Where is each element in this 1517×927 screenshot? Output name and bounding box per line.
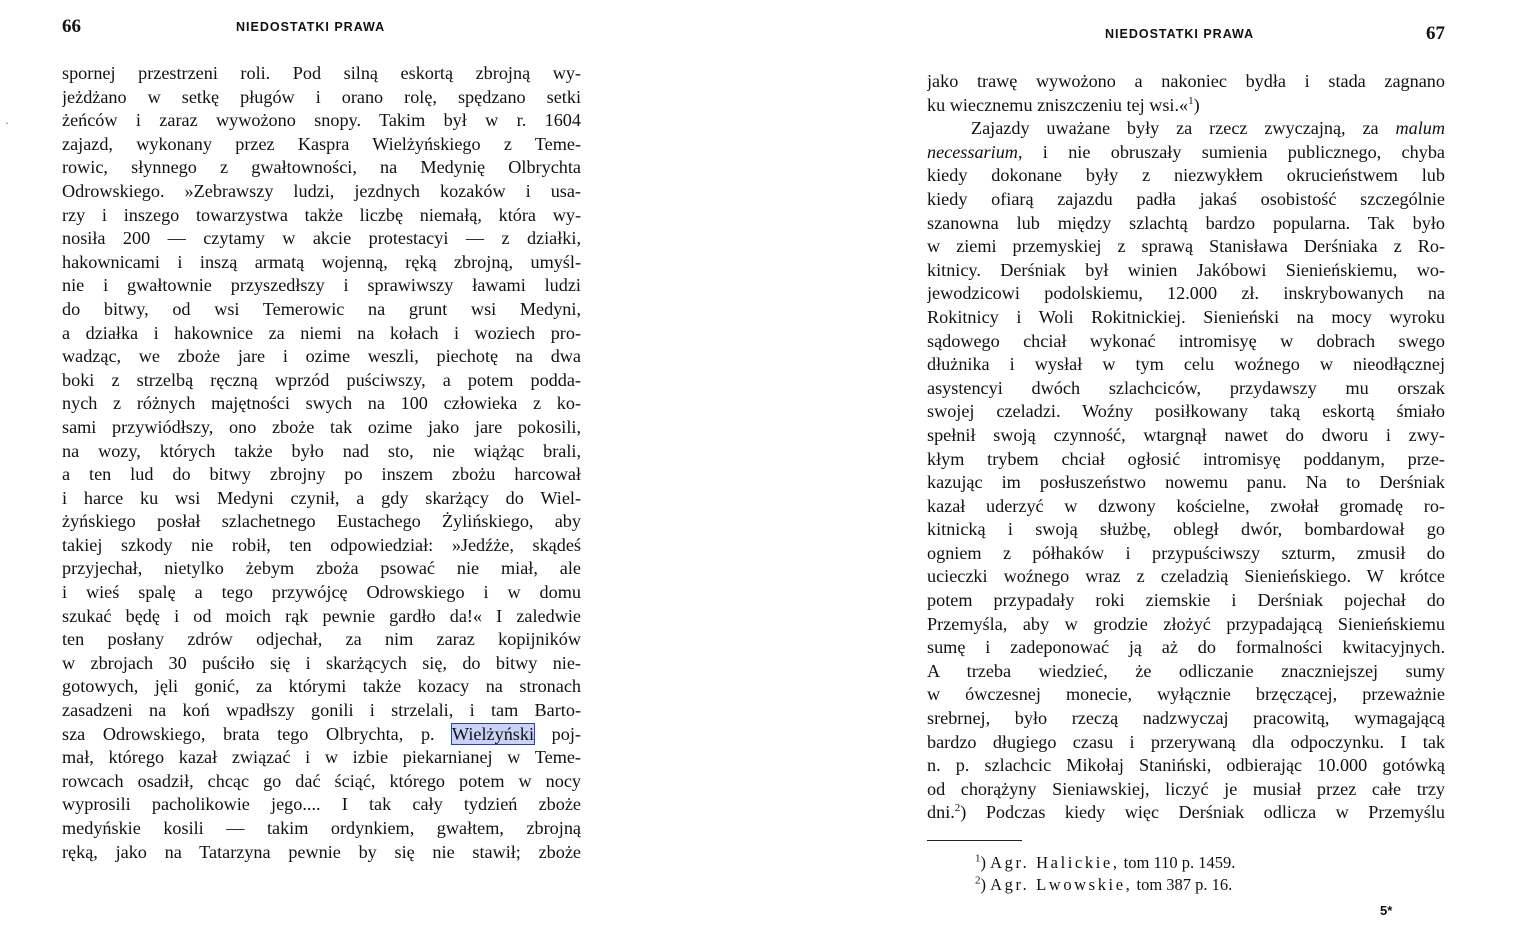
body-text-left [62,62,581,864]
text-line: a działka i hakownice za niemi na kołach i woziech pro- [62,322,581,343]
text-line: kłym trybem chciał ogłosić intromisyę poddanym, prze- [927,448,1445,469]
text-fragment: Zajazdy uważane były za rzecz zwyczajną, za [971,118,1396,139]
left-page [0,0,740,927]
footnote-source: Agr. Halickie, [990,853,1120,872]
text-line: Odrowskiego. »Zebrawszy ludzi, jezdnych kozaków i usa- [62,180,581,201]
right-page [760,0,1517,927]
footnote-paren: ) [980,875,986,894]
text-line: kazał uderzyć w dzwony kościelne, zwołał gromadę ro- [927,495,1445,516]
text-line: n. p. szlachcic Mikołaj Staniński, odbierając 10.000 gotówką [927,755,1445,776]
text-line: w zbrojach 30 puściło się i skarżących się, do bitwy nie- [62,652,581,673]
stray-mark: · [5,116,9,130]
footnote-text: tom 387 p. 16. [1132,875,1233,894]
text-line: Przemyśla, aby w grodzie złożyć przypadającą Sienieńskiemu [927,613,1445,634]
text-line: spornej przestrzeni roli. Pod silną eskortą zbrojną wy- [62,63,581,83]
text-line: wyprosili pacholikowie jego.... I tak cały tydzień zboże [62,794,581,815]
text-line: dłużnika i wysłał w tym celu woźnego w nieodłącznej [927,354,1445,375]
text-line: kazując im posłuszeństwo nowemu panu. Na to Derśniak [927,472,1445,493]
text-line: srebrnej, było rzeczą nadzwyczaj pracowitą, wymagającą [927,708,1445,729]
text-line: jako trawę wywożono a nakoniec bydła i stada zagnano [927,71,1445,91]
text-line: przyjechał, nietylko żebym zboża psować nie miał, ale [62,558,581,579]
footnote-text: tom 110 p. 1459. [1119,853,1236,872]
text-line: swojej czeladzi. Woźny posiłkowany taką eskortą śmiało [927,401,1445,422]
text-line: Rokitnicy i Woli Rokitnickiej. Sienieński na mocy wyroku [927,306,1445,327]
selected-word[interactable]: Wielżyński [451,723,535,744]
text-line: jeżdżano w setkę pługów i orano rolę, spędzano setki [62,86,581,107]
text-line: bardzo długiego czasu i przerywaną dla odpoczynku. I tak [927,731,1445,752]
text-line: nie i gwałtownie przyszedłszy i sprawiwszy ławami ludzi [62,275,581,296]
page-number-right: 67 [1426,23,1445,44]
text-line: mał, którego kazał związać i w izbie piekarnianej w Teme- [62,747,581,768]
text-line: sami przywiódłszy, ono zboże tak ozime jako jare pokosili, [62,416,581,437]
text-line: ogniem z półhaków i przypuściwszy szturm, zmusił do [927,542,1445,563]
text-line: nosiła 200 — czytamy w akcie protestacyi — z działki, [62,228,581,249]
text-fragment: ku wiecznemu zniszczeniu tej wsi.« [927,94,1189,115]
text-line: szanowna lub między szlachtą bardzo popularna. Tak było [927,212,1445,233]
text-line: od chorążyny Sieniawskiej, liczyć je musiał przez całe trzy [927,778,1445,799]
text-line: jewodzicowi podolskiemu, 12.000 zł. inskrybowanych na [927,283,1445,304]
text-line: rowcach osadził, chcąc go dać ściąć, którego potem w nocy [62,770,581,791]
footnote-1 [975,852,1355,874]
text-line: sumę i zadeponować ją aż do formalności kwitacyjnych. [927,637,1445,658]
text-line-highlighted [62,723,581,747]
text-line: i harce ku wsi Medyni czynił, a gdy skarżący do Wiel- [62,487,581,508]
text-line: potem przypadały roki ziemskie i Derśniak pojechał do [927,590,1445,611]
footnotes [975,852,1355,896]
text-line: wadząc, we zboże jare i ozime weszli, piechotę na dwa [62,346,581,367]
text-line: nych z różnych majętności swych na 100 człowieka z ko- [62,393,581,414]
footnote-divider [927,840,1022,841]
text-line: a ten lud do bitwy zbrojny po inszem zbożu harcował [62,464,581,485]
text-line: ucieczki woźnego wraz z czeladzią Sienieńskiego. W krótce [927,566,1445,587]
text-line: kiedy ofiarą zajazdu padła jakaś osobistość szczególnie [927,188,1445,209]
text-line: asystencyi dwóch szlachciców, przydawszy mu orszak [927,377,1445,398]
text-line [927,141,1445,165]
text-line: spełnił swoją czynność, wtargnął nawet do dworu i zwy- [927,424,1445,445]
text-line: zasadzeni na koń wpadłszy gonili i strzelali, i tam Barto- [62,700,581,721]
footnote-ref[interactable]: 2 [954,802,961,815]
text-line: rowic, słynnego z gwałtowności, na Medynię Olbrychta [62,157,581,178]
text-line: A trzeba wiedzieć, że odliczanie znaczniejszej sumy [927,660,1445,681]
text-line: medyńskie kosili — takim ordynkiem, gwałtem, zbrojną [62,818,581,838]
text-line: hakownicami i inszą armatą wojenną, ręką zbrojną, umyśl- [62,251,581,272]
footnote-mark: 2 [975,874,981,887]
body-text-right [927,70,1445,825]
text-fragment: dni. [927,802,955,823]
text-fragment: sza Odrowskiego, brata tego Olbrychta, p. [62,723,452,744]
footnote-2 [975,874,1355,896]
italic-term: necessarium, [927,141,1023,162]
text-fragment: ) [1193,94,1200,115]
text-fragment: ) Podczas kiedy więc Derśniak odlicza w Przemyślu [960,802,1445,823]
text-line: ręką, jako na Tatarzyna pewnie by się nie stawił; zboże [62,841,581,862]
footnote-source: Agr. Lwowskie, [990,875,1133,894]
text-line: w ówczesnej monecie, wyłącznie brzęczącej, przeważnie [927,684,1445,705]
text-line [927,117,1445,141]
text-line: żeńców i zaraz wywożono snopy. Takim był w r. 1604 [62,110,581,131]
running-head-left: NIEDOSTATKI PRAWA [236,20,386,34]
text-fragment: poj- [534,723,581,744]
text-line: kitnicką i swoją służbę, obległ dwór, bombardował go [927,519,1445,540]
text-line: do bitwy, od wsi Temerowic na grunt wsi Medyni, [62,298,581,319]
text-line: ten posłany zdrów odjechał, za nim zaraz kopijników [62,629,581,650]
text-line: w ziemi przemyskiej z sprawą Stanisława Derśniaka z Ro- [927,236,1445,257]
page-number-left: 66 [62,16,81,37]
text-line: na wozy, których także było nad sto, nie wiążąc brali, [62,440,581,461]
text-line: zajazd, wykonany przez Kaspra Wielżyńskiego z Teme- [62,133,581,154]
printer-signature: 5* [1380,903,1393,918]
text-line: gotowych, jęli gonić, za którymi także kozacy na stronach [62,676,581,697]
text-line: takiej szkody nie robił, ten odpowiedział: »Jedźże, skądeś [62,534,581,555]
text-line: boki z strzelbą ręczną wprzód puściwszy, a potem podda- [62,369,581,390]
text-line: żyńskiego posłał szlachetnego Eustachego Żylińskiego, aby [62,511,581,532]
text-line: kitnicy. Derśniak był winien Jakóbowi Sienieńskiemu, wo- [927,259,1445,280]
text-line: sądowego chciał wykonać intromisyę w dobrach swego [927,330,1445,351]
text-line [927,94,1445,118]
text-line: szukać będę i od moich rąk pewnie gardło da!« I zaledwie [62,605,581,626]
footnote-mark: 1 [975,852,981,865]
footnote-ref[interactable]: 1 [1188,94,1194,107]
italic-term: malum [1395,118,1445,139]
text-line: rzy i inszego towarzystwa także liczbę niemałą, która wy- [62,204,581,225]
text-line: i wieś spalę a tego przywójcę Odrowskiego i w domu [62,582,581,603]
footnote-paren: ) [980,853,986,872]
text-line [927,801,1445,825]
running-head-right: NIEDOSTATKI PRAWA [1105,27,1255,41]
text-line: kiedy dokonane były z niezwykłem okrucieństwem lub [927,165,1445,186]
text-fragment: i nie obruszały sumienia publicznego, chyba [1022,141,1445,162]
